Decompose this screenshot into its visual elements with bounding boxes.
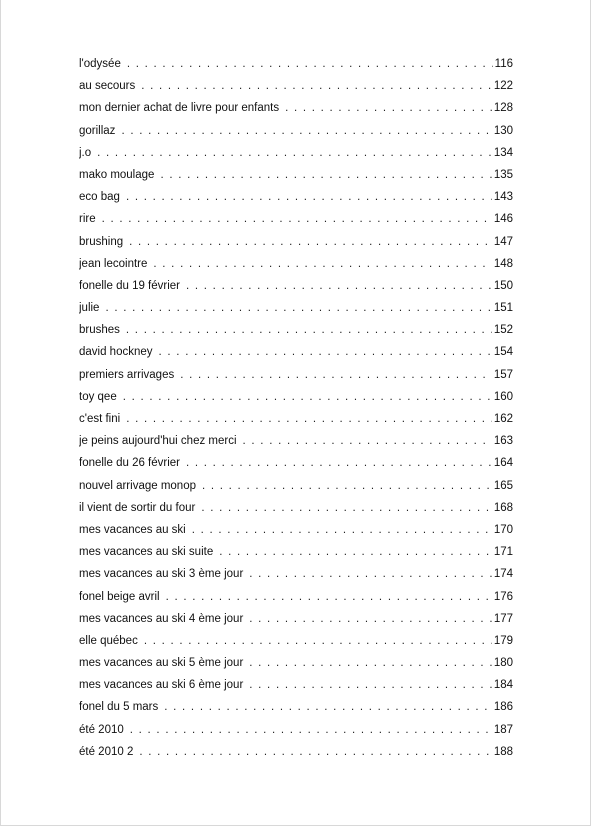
toc-entry-title: mes vacances au ski 4 ème jour — [79, 612, 244, 625]
toc-entry[interactable] — [79, 497, 513, 519]
toc-entry-title: mes vacances au ski 6 ème jour — [79, 679, 244, 692]
toc-entry-title: nouvel arrivage monop — [79, 479, 196, 492]
toc-entry[interactable] — [79, 120, 513, 142]
toc-entry-page-number: 152 — [493, 324, 513, 337]
toc-entry[interactable] — [79, 341, 513, 363]
toc-entry-title: mes vacances au ski 3 ème jour — [79, 568, 244, 581]
toc-entry-page-number: 187 — [493, 723, 513, 736]
dot-leader — [139, 741, 491, 763]
dot-leader — [249, 563, 492, 585]
dot-leader — [201, 497, 491, 519]
dot-leader — [105, 297, 491, 319]
toc-entry-page-number: 165 — [493, 479, 513, 492]
toc-entry[interactable] — [79, 231, 513, 253]
dot-leader — [186, 452, 492, 474]
toc-entry-title: été 2010 — [79, 723, 124, 736]
toc-entry-page-number: 179 — [493, 634, 513, 647]
toc-entry[interactable] — [79, 408, 513, 430]
toc-entry[interactable] — [79, 541, 513, 563]
dot-leader — [186, 275, 492, 297]
toc-entry-title: eco bag — [79, 191, 120, 204]
toc-entry-page-number: 150 — [493, 279, 513, 292]
dot-leader — [249, 608, 492, 630]
toc-entry-page-number: 170 — [493, 523, 513, 536]
toc-entry-page-number: 176 — [493, 590, 513, 603]
dot-leader — [219, 541, 492, 563]
dot-leader — [249, 652, 492, 674]
toc-entry[interactable] — [79, 319, 513, 341]
toc-entry-title: brushes — [79, 324, 120, 337]
toc-entry-title: l'odysée — [79, 58, 121, 70]
toc-entry-page-number: 147 — [493, 235, 513, 248]
toc-entry-page-number: 177 — [493, 612, 513, 625]
toc-entry[interactable] — [79, 97, 513, 119]
dot-leader — [97, 142, 492, 164]
toc-entry-page-number: 151 — [493, 302, 513, 315]
toc-entry-page-number: 188 — [493, 745, 513, 758]
dot-leader — [126, 319, 492, 341]
toc-entry-page-number: 128 — [493, 102, 513, 115]
toc-entry[interactable] — [79, 275, 513, 297]
toc-entry-page-number: 134 — [493, 146, 513, 159]
dot-leader — [127, 53, 493, 75]
toc-entry-title: il vient de sortir du four — [79, 501, 196, 514]
dot-leader — [202, 475, 492, 497]
toc-entry-title: toy qee — [79, 390, 117, 403]
toc-entry-title: fonel beige avril — [79, 590, 160, 603]
dot-leader — [141, 75, 492, 97]
dot-leader — [130, 719, 492, 741]
toc-entry-page-number: 168 — [493, 501, 513, 514]
dot-leader — [192, 519, 492, 541]
dot-leader — [102, 208, 492, 230]
toc-entry[interactable] — [79, 630, 513, 652]
dot-leader — [164, 696, 492, 718]
toc-entry[interactable] — [79, 208, 513, 230]
toc-entry-page-number: 174 — [493, 568, 513, 581]
dot-leader — [159, 341, 492, 363]
toc-entry[interactable] — [79, 164, 513, 186]
toc-entry[interactable] — [79, 386, 513, 408]
toc-entry-title: mes vacances au ski 5 ème jour — [79, 657, 244, 670]
toc-entry-title: j.o — [79, 146, 92, 159]
toc-entry[interactable] — [79, 53, 513, 75]
toc-entry-page-number: 146 — [493, 213, 513, 226]
dot-leader — [243, 430, 492, 452]
dot-leader — [126, 186, 492, 208]
dot-leader — [126, 408, 492, 430]
toc-entry-title: fonel du 5 mars — [79, 701, 159, 714]
toc-entry-page-number: 154 — [493, 346, 513, 359]
toc-entry[interactable] — [79, 297, 513, 319]
toc-entry[interactable] — [79, 186, 513, 208]
toc-entry[interactable] — [79, 563, 513, 585]
toc-entry-page-number: 116 — [494, 58, 513, 70]
toc-entry-title: mako moulage — [79, 168, 155, 181]
toc-entry-title: mon dernier achat de livre pour enfants — [79, 102, 280, 115]
toc-entry[interactable] — [79, 452, 513, 474]
toc-entry[interactable] — [79, 586, 513, 608]
toc-entry-title: brushing — [79, 235, 124, 248]
toc-entry-title: mes vacances au ski — [79, 523, 186, 536]
toc-entry-page-number: 180 — [493, 657, 513, 670]
toc-entry[interactable] — [79, 719, 513, 741]
toc-entry-title: david hockney — [79, 346, 153, 359]
toc-entry-title: je peins aujourd'hui chez merci — [79, 435, 237, 448]
toc-entry-title: rire — [79, 213, 96, 226]
dot-leader — [160, 164, 491, 186]
toc-entry[interactable] — [79, 696, 513, 718]
toc-entry-page-number: 135 — [493, 168, 513, 181]
dot-leader — [144, 630, 492, 652]
toc-entry[interactable] — [79, 674, 513, 696]
toc-entry-page-number: 122 — [493, 80, 513, 93]
dot-leader — [129, 231, 492, 253]
toc-entry-title: elle québec — [79, 634, 138, 647]
toc-entry-page-number: 163 — [493, 435, 513, 448]
toc-entry[interactable] — [79, 142, 513, 164]
toc-entry-page-number: 148 — [493, 257, 513, 270]
toc-entry[interactable] — [79, 75, 513, 97]
toc-entry-title: mes vacances au ski suite — [79, 546, 214, 559]
toc-entry-title: julie — [79, 302, 100, 315]
dot-leader — [285, 97, 492, 119]
toc-entry-page-number: 164 — [493, 457, 513, 470]
dot-leader — [123, 386, 492, 408]
table-of-contents — [79, 53, 513, 763]
toc-entry-page-number: 162 — [493, 413, 513, 425]
toc-entry-page-number: 160 — [493, 390, 513, 403]
toc-entry-title: fonelle du 19 février — [79, 279, 181, 292]
dot-leader — [153, 253, 491, 275]
toc-entry[interactable] — [79, 652, 513, 674]
toc-entry-title: été 2010 2 — [79, 745, 134, 758]
toc-entry-title: gorillaz — [79, 124, 116, 137]
toc-entry-page-number: 130 — [493, 124, 513, 137]
toc-entry-page-number: 171 — [493, 546, 513, 559]
toc-entry-title: premiers arrivages — [79, 368, 175, 381]
toc-entry-page-number: 143 — [493, 191, 513, 204]
toc-entry-page-number: 186 — [493, 701, 513, 714]
dot-leader — [166, 586, 492, 608]
toc-entry-title: au secours — [79, 80, 136, 93]
toc-entry-title: jean lecointre — [79, 257, 148, 270]
toc-entry-title: fonelle du 26 février — [79, 457, 181, 470]
toc-entry-title: c'est fini — [79, 413, 121, 425]
toc-entry[interactable] — [79, 475, 513, 497]
dot-leader — [180, 364, 492, 386]
toc-entry-page-number: 184 — [493, 679, 513, 692]
dot-leader — [121, 120, 491, 142]
toc-entry[interactable] — [79, 519, 513, 541]
toc-entry[interactable] — [79, 430, 513, 452]
toc-entry[interactable] — [79, 253, 513, 275]
toc-entry[interactable] — [79, 364, 513, 386]
toc-entry-page-number: 157 — [493, 368, 513, 381]
dot-leader — [249, 674, 492, 696]
toc-entry[interactable] — [79, 608, 513, 630]
toc-entry[interactable] — [79, 741, 513, 763]
